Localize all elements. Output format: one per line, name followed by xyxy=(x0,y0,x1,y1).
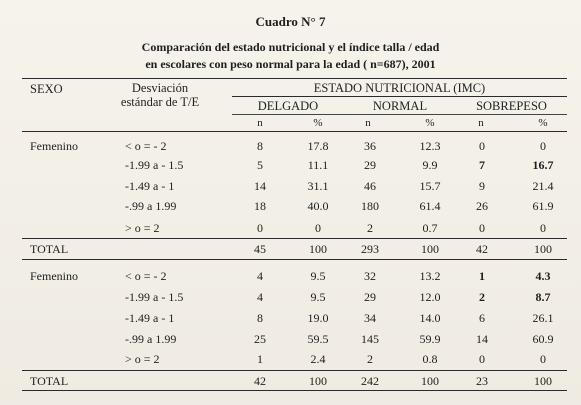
block-separator-rule xyxy=(22,259,567,260)
header-desviacion-line-2: estándar de T/E xyxy=(120,95,200,109)
table-subtitle-line-1: Comparación del estado nutricional y el índice talla / edad xyxy=(141,40,440,54)
table-cell: 0 xyxy=(540,352,546,366)
table-cell: 1 xyxy=(479,269,485,283)
table-cell: 16.7 xyxy=(532,158,554,172)
table-cell: 14 xyxy=(476,332,488,346)
deviation-range: > o = 2 xyxy=(125,352,160,366)
table-cell: 29 xyxy=(364,158,376,172)
table-cell: 19.0 xyxy=(307,311,329,325)
total-cell: 45 xyxy=(254,242,266,256)
table-cell: 36 xyxy=(364,139,376,153)
table-cell: 18 xyxy=(254,199,266,213)
subheader-n: n xyxy=(365,117,371,129)
total-cell: 100 xyxy=(534,374,552,388)
subheader-percent: % xyxy=(425,117,435,129)
table-cell: 29 xyxy=(364,290,376,304)
table-cell: 0 xyxy=(540,139,546,153)
table-cell: 11.1 xyxy=(307,158,329,172)
table-cell: 46 xyxy=(364,179,376,193)
table-cell: 13.2 xyxy=(419,269,441,283)
table-cell: 34 xyxy=(364,311,376,325)
table-cell: 2.4 xyxy=(310,352,326,366)
header-desviacion-line-1: Desviación xyxy=(131,81,189,95)
table-cell: 32 xyxy=(364,269,376,283)
table-cell: 26 xyxy=(476,199,488,213)
table-cell: 25 xyxy=(254,332,266,346)
table-cell: 0 xyxy=(540,221,546,235)
table-cell: 40.0 xyxy=(307,199,329,213)
table-cell: 9.9 xyxy=(422,158,438,172)
total-label: TOTAL xyxy=(30,242,69,256)
subheader-percent: % xyxy=(313,117,323,129)
table-cell: 0 xyxy=(315,221,321,235)
subheader-n: n xyxy=(478,117,484,129)
table-cell: 15.7 xyxy=(419,179,441,193)
header-estado-nutricional: ESTADO NUTRICIONAL (IMC) xyxy=(313,81,486,95)
table-cell: 0 xyxy=(257,221,263,235)
group-header-rule xyxy=(232,114,567,115)
table-cell: 14 xyxy=(254,179,266,193)
table-cell: 59.9 xyxy=(419,332,441,346)
total-cell: 23 xyxy=(476,374,488,388)
table-cell: 61.9 xyxy=(532,199,554,213)
table-cell: 0 xyxy=(479,352,485,366)
sex-label: Femenino xyxy=(30,269,78,283)
total-cell: 100 xyxy=(421,374,439,388)
table-bottom-rule xyxy=(22,390,567,391)
total-cell: 100 xyxy=(421,242,439,256)
deviation-range: < o = - 2 xyxy=(125,139,167,153)
table-top-rule xyxy=(22,78,567,79)
table-cell: 59.5 xyxy=(307,332,329,346)
table-cell: 9.5 xyxy=(310,269,326,283)
table-subtitle-line-2: en escolares con peso normal para la edad ( n=687), 2001 xyxy=(145,57,436,71)
table-cell: 9 xyxy=(479,179,485,193)
table-cell: 8 xyxy=(257,311,263,325)
table-cell: 17.8 xyxy=(307,139,329,153)
table-cell: 0 xyxy=(479,221,485,235)
deviation-range: -1.99 a - 1.5 xyxy=(125,158,184,172)
table-cell: 26.1 xyxy=(532,311,554,325)
header-sexo: SEXO xyxy=(30,82,63,96)
table-cell: 12.3 xyxy=(419,139,441,153)
table-cell: 8.7 xyxy=(535,290,551,304)
header-bottom-rule xyxy=(22,131,567,132)
deviation-range: < o = - 2 xyxy=(125,269,167,283)
deviation-range: > o = 2 xyxy=(125,221,160,235)
total-cell: 100 xyxy=(534,242,552,256)
table-cell: 4 xyxy=(257,269,263,283)
header-group-delgado: DELGADO xyxy=(257,99,319,113)
table-cell: 9.5 xyxy=(310,290,326,304)
table-cell: 8 xyxy=(257,139,263,153)
total-cell: 42 xyxy=(476,242,488,256)
header-group-sobrepeso: SOBREPESO xyxy=(476,99,547,113)
deviation-range: -.99 a 1.99 xyxy=(125,332,177,346)
deviation-range: -1.99 a - 1.5 xyxy=(125,290,184,304)
table-cell: 5 xyxy=(257,158,263,172)
table-cell: 145 xyxy=(361,332,379,346)
block-2-total-rule xyxy=(22,370,567,371)
total-cell: 293 xyxy=(361,242,379,256)
table-cell: 14.0 xyxy=(419,311,441,325)
table-cell: 4 xyxy=(257,290,263,304)
table-cell: 180 xyxy=(361,199,379,213)
subheader-percent: % xyxy=(538,117,548,129)
deviation-range: -1.49 a - 1 xyxy=(125,179,175,193)
table-title: Cuadro N° 7 xyxy=(255,14,326,29)
table-cell: 2 xyxy=(367,352,373,366)
total-cell: 100 xyxy=(309,242,327,256)
table-cell: 0.7 xyxy=(422,221,438,235)
block-1-total-rule xyxy=(22,238,567,239)
table-cell: 21.4 xyxy=(532,179,554,193)
header-group-normal: NORMAL xyxy=(372,99,428,113)
estado-header-rule xyxy=(232,96,567,97)
table-cell: 0.8 xyxy=(422,352,438,366)
subheader-n: n xyxy=(257,117,263,129)
table-cell: 12.0 xyxy=(419,290,441,304)
total-label: TOTAL xyxy=(30,374,69,388)
deviation-range: -1.49 a - 1 xyxy=(125,311,175,325)
table-cell: 31.1 xyxy=(307,179,329,193)
deviation-range: -.99 a 1.99 xyxy=(125,199,177,213)
table-cell: 6 xyxy=(479,311,485,325)
table-cell: 60.9 xyxy=(532,332,554,346)
table-cell: 2 xyxy=(367,221,373,235)
table-cell: 7 xyxy=(479,158,485,172)
sex-label: Femenino xyxy=(30,139,78,153)
table-cell: 4.3 xyxy=(535,269,551,283)
table-cell: 0 xyxy=(479,139,485,153)
total-cell: 100 xyxy=(309,374,327,388)
total-cell: 242 xyxy=(361,374,379,388)
table-cell: 61.4 xyxy=(419,199,441,213)
total-cell: 42 xyxy=(254,374,266,388)
table-cell: 1 xyxy=(257,352,263,366)
table-cell: 2 xyxy=(479,290,485,304)
